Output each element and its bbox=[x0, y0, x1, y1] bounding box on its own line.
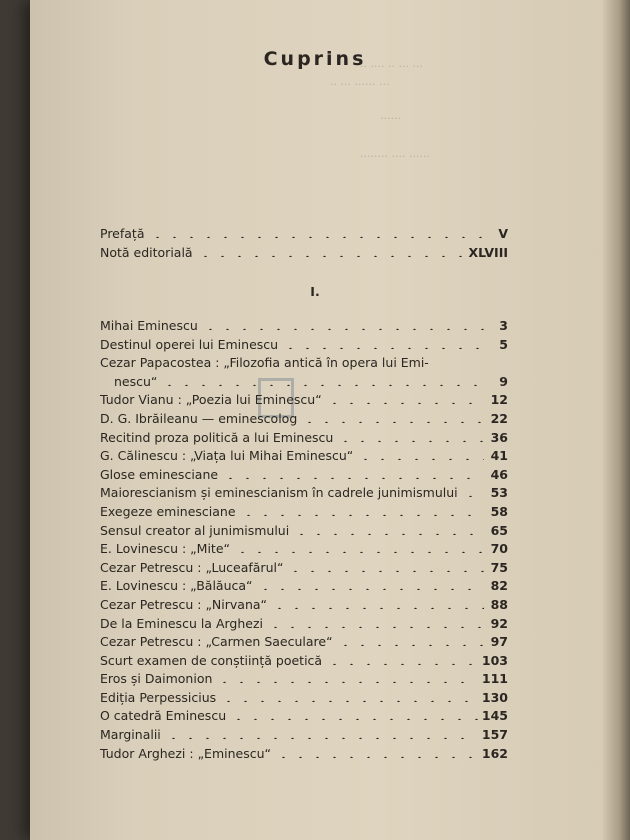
toc-entry-page: 70 bbox=[490, 541, 508, 557]
toc-entry-label: Cezar Petrescu : „Carmen Saeculare“ bbox=[100, 634, 333, 650]
dot-leader bbox=[282, 337, 484, 349]
toc-entry[interactable] bbox=[100, 337, 508, 356]
toc-entry-label: G. Călinescu : „Viața lui Mihai Eminescu“ bbox=[100, 448, 354, 464]
toc-entry[interactable] bbox=[100, 653, 508, 672]
toc-entry-label: Notă editorială bbox=[100, 245, 193, 260]
toc-entry-page: 12 bbox=[490, 392, 508, 408]
dot-leader bbox=[202, 318, 484, 330]
toc-entry-label: Prefață bbox=[100, 226, 145, 241]
toc-entry[interactable] bbox=[100, 355, 508, 392]
toc-entry-page: 3 bbox=[499, 318, 508, 333]
toc-entry-label: Ediția Perpessicius bbox=[100, 689, 217, 705]
toc-entry-label: Cezar Petrescu : „Nirvana“ bbox=[100, 596, 268, 612]
show-through-text: ··· ··· ·· ···· ·· bbox=[360, 60, 423, 73]
toc-entry-label: Exegeze eminesciane bbox=[100, 503, 236, 519]
toc-entry-label-continued: nescu“ bbox=[114, 373, 158, 389]
toc-entry-page: 82 bbox=[490, 578, 508, 594]
dot-leader bbox=[220, 690, 478, 702]
toc-entry-page: 111 bbox=[481, 671, 508, 687]
toc-entry[interactable] bbox=[100, 467, 508, 486]
toc-entry[interactable] bbox=[100, 523, 508, 542]
toc-entry[interactable] bbox=[100, 578, 508, 597]
toc-entry[interactable] bbox=[100, 226, 508, 245]
toc-entry-label: Cezar Petrescu : „Luceafărul“ bbox=[100, 559, 284, 575]
dot-leader bbox=[197, 245, 465, 257]
toc-entry-page: 92 bbox=[490, 615, 508, 631]
toc-entry-label: Mihai Eminescu bbox=[100, 318, 198, 333]
dot-leader bbox=[326, 653, 478, 665]
section-heading: I. bbox=[310, 284, 320, 299]
toc-entry[interactable] bbox=[100, 634, 508, 653]
page-edge bbox=[603, 0, 630, 840]
toc-entry-page: 36 bbox=[490, 429, 508, 445]
toc-entry-label: Tudor Arghezi : „Eminescu“ bbox=[100, 745, 271, 761]
toc-entry-page: 88 bbox=[490, 596, 508, 612]
page-title: Cuprins bbox=[263, 48, 367, 70]
dot-leader bbox=[240, 504, 484, 516]
dot-leader bbox=[287, 560, 484, 572]
toc-entry-page: 53 bbox=[490, 485, 508, 501]
toc-entry[interactable] bbox=[100, 616, 508, 635]
toc-entry-label: O catedră Eminescu bbox=[100, 708, 227, 724]
toc-entry-page: V bbox=[498, 226, 508, 241]
toc-entry-page: 22 bbox=[490, 410, 508, 426]
toc-entry-page: 9 bbox=[499, 373, 508, 389]
toc-entry-label: Glose eminesciane bbox=[100, 466, 219, 482]
toc-entry[interactable] bbox=[100, 430, 508, 449]
toc-entry-label: De la Eminescu la Arghezi bbox=[100, 615, 263, 631]
toc-entry[interactable] bbox=[100, 411, 508, 430]
dot-leader bbox=[462, 485, 484, 497]
toc-entry-label: D. G. Ibrăileanu — eminescolog bbox=[100, 410, 298, 426]
toc-entry[interactable] bbox=[100, 504, 508, 523]
toc-entry-page: 157 bbox=[481, 727, 508, 743]
toc-entry[interactable] bbox=[100, 392, 508, 411]
toc-entry-label: Marginalii bbox=[100, 727, 161, 743]
toc-entry-page: 75 bbox=[490, 559, 508, 575]
dot-leader bbox=[267, 616, 484, 628]
toc-entry[interactable] bbox=[100, 690, 508, 709]
toc-entry-label: Tudor Vianu : „Poezia lui Eminescu“ bbox=[100, 392, 322, 408]
toc-entry-page: 97 bbox=[490, 634, 508, 650]
show-through-text: ······ bbox=[380, 112, 401, 125]
toc-entry-page: 58 bbox=[490, 503, 508, 519]
dot-leader bbox=[326, 392, 484, 404]
toc-entry[interactable] bbox=[100, 708, 508, 727]
toc-entry[interactable] bbox=[100, 671, 508, 690]
toc-entry[interactable] bbox=[100, 318, 508, 337]
toc-entry[interactable] bbox=[100, 727, 508, 746]
toc-entry[interactable] bbox=[100, 746, 508, 765]
dot-leader bbox=[230, 708, 478, 720]
dot-leader bbox=[257, 578, 484, 590]
dot-leader bbox=[271, 597, 484, 609]
toc-entry-page: 5 bbox=[499, 336, 508, 352]
dot-leader bbox=[301, 411, 484, 423]
dot-leader bbox=[357, 448, 484, 460]
dot-leader bbox=[337, 430, 484, 442]
toc-entry-page: 103 bbox=[481, 652, 508, 668]
dot-leader bbox=[165, 727, 478, 739]
show-through-text: ······ ···· ········ bbox=[360, 150, 430, 163]
toc-entry-label: Maiorescianism și eminescianism în cadrele junimismului bbox=[100, 485, 458, 501]
toc-entry-page: 145 bbox=[481, 708, 508, 724]
dot-leader bbox=[337, 634, 484, 646]
toc-entry-label: E. Lovinescu : „Mite“ bbox=[100, 541, 230, 557]
toc-list bbox=[100, 318, 508, 764]
toc-entry-label: Sensul creator al junimismului bbox=[100, 522, 290, 538]
toc-entry[interactable] bbox=[100, 541, 508, 560]
show-through-text: ··· ······ ··· ·· bbox=[330, 78, 390, 91]
toc-entry-page: 41 bbox=[490, 448, 508, 464]
dot-leader bbox=[161, 374, 484, 386]
front-matter-list bbox=[100, 226, 508, 264]
toc-entry-page: 130 bbox=[481, 689, 508, 705]
dot-leader bbox=[293, 523, 484, 535]
toc-entry[interactable] bbox=[100, 448, 508, 467]
dot-leader bbox=[234, 541, 484, 553]
toc-entry-label: Eros și Daimonion bbox=[100, 671, 213, 687]
toc-entry-page: 162 bbox=[481, 745, 508, 761]
toc-entry[interactable] bbox=[100, 485, 508, 504]
dot-leader bbox=[149, 226, 485, 238]
dot-leader bbox=[222, 467, 484, 479]
toc-entry-label: Recitind proza politică a lui Eminescu bbox=[100, 429, 334, 445]
toc-entry[interactable] bbox=[100, 597, 508, 616]
toc-entry-page: 65 bbox=[490, 522, 508, 538]
toc-entry-continuation bbox=[100, 374, 508, 393]
toc-entry-page: XLVIII bbox=[468, 245, 508, 260]
toc-entry-label: Destinul operei lui Eminescu bbox=[100, 336, 279, 352]
toc-entry-label: Cezar Papacostea : „Filozofia antică în opera lui Emi- bbox=[100, 355, 429, 371]
toc-entry[interactable] bbox=[100, 245, 508, 264]
toc-entry-label: Scurt examen de conștiință poetică bbox=[100, 652, 323, 668]
dot-leader bbox=[275, 746, 478, 758]
toc-entry[interactable] bbox=[100, 560, 508, 579]
toc-entry-page: 46 bbox=[490, 466, 508, 482]
toc-entry-label: E. Lovinescu : „Bălăuca“ bbox=[100, 578, 253, 594]
dot-leader bbox=[216, 671, 478, 683]
